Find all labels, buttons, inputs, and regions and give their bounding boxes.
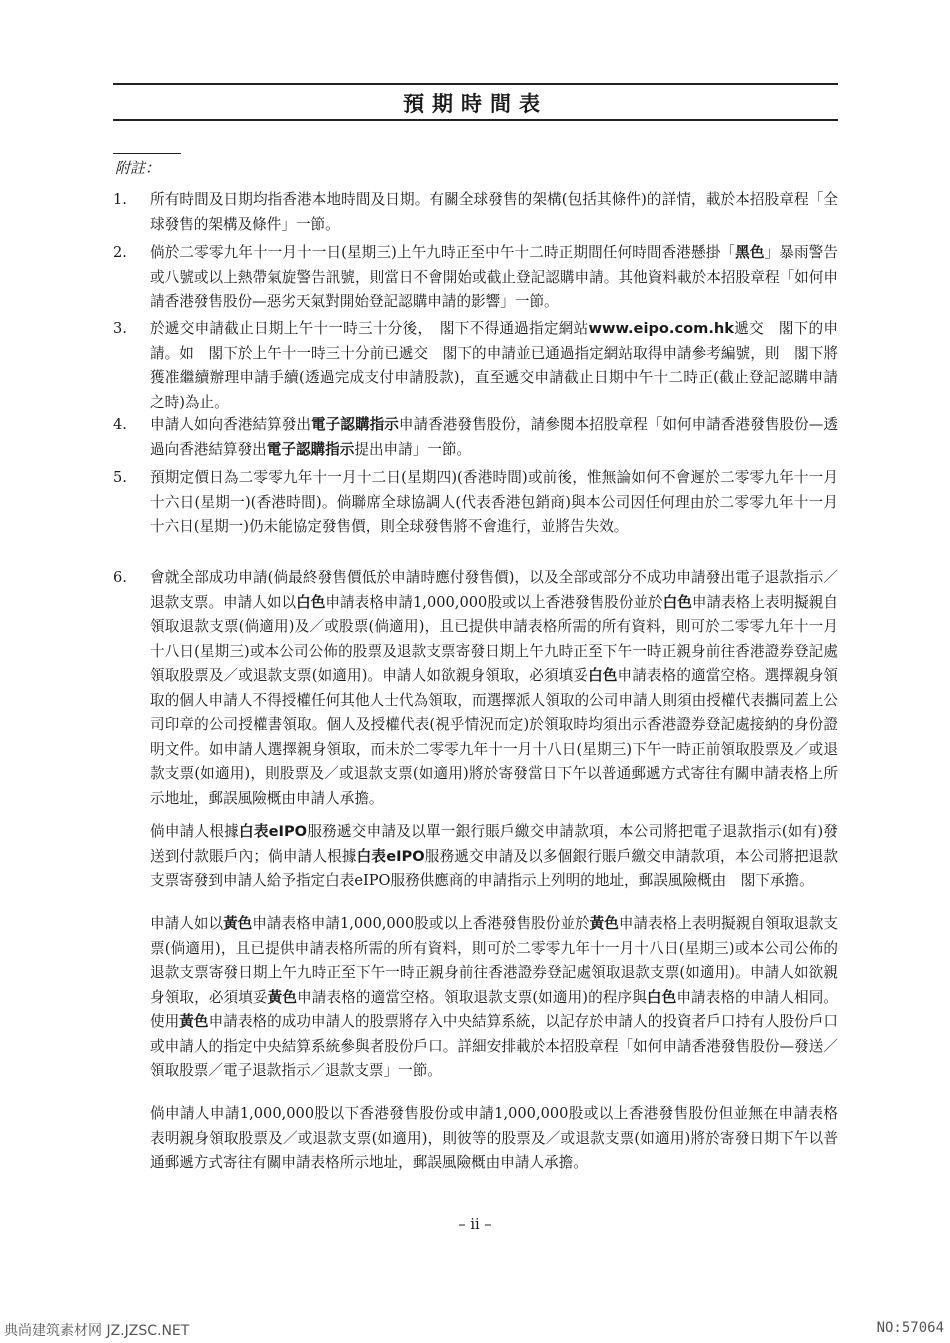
bold-term: 電子認購指示 [266, 440, 355, 458]
header-rule-top [113, 83, 838, 85]
notes-heading: 附註： [115, 159, 161, 177]
bold-term: 白表eIPO [356, 847, 425, 865]
bold-term: 黃色 [223, 915, 253, 932]
page-title: 預期時間表 [403, 92, 548, 116]
note-text: 於遞交申請截止日期上午十一時三十分後， 閣下不得通過指定網站www.eipo.com.hk遞交 閣下的申請。如 閣下於上午十一時三十分前已遞交 閣下的申請並已通過指定網站取得申請參考編號，則 閣下將獲准繼續辦理申請手續(透過完成支付申請股款)，直至遞交申請截止日期中午十二時正(截止登記認購申請之時)為止。 [150, 320, 838, 411]
watermark-left: 典尚建筑素材网 JZ.JZSC.NET [4, 1323, 190, 1339]
paragraph-yellow-form: 申請人如以黃色申請表格申請1,000,000股或以上香港發售股份並於黃色申請表格上表明擬親自領取退款支票(倘適用)，且已提供申請表格所需的所有資料，則可於二零零九年十一月十八日(星期三)或本公司公佈的退款支票寄發日期上午九時正至下午一時正親身前往香港證券登記處領取退款支票(如適用)。申請人如欲親身領取，必須填妥黃色申請表格的適當空格。領取退款支票(如適用)的程序與白色申請表格的申請人相同。使用黃色申請表格的成功申請人的股票將存入中央結算系統，以記存於申請人的投資者戶口持有人股份戶口或申請人的指定中央結算系統參與者股份戶口。詳細安排載於本招股章程「如何申請香港發售股份—發送／領取股票／電子退款指示／退款支票」一節。 [150, 915, 838, 1079]
bold-term: 黃色 [179, 1013, 209, 1030]
bold-term: 白色 [296, 593, 326, 611]
note-text: 倘於二零零九年十一月十一日(星期三)上午九時正至中午十二時正期間任何時間香港懸掛「黑色」暴雨警告或八號或以上熱帶氣旋警告訊號，則當日不會開始或截止登記認購申請。其他資料載於本招股章程「如何申請香港發售股份—惡劣天氣對開始登記認購申請的影響」一節。 [150, 244, 838, 310]
bold-term: 黃色 [589, 915, 619, 932]
website-url: www.eipo.com.hk [588, 320, 734, 337]
bold-term: 電子認購指示 [311, 416, 399, 433]
note-text: 預期定價日為二零零九年十一月十二日(星期四)(香港時間)或前後，惟無論如何不會遲於二零零九年十一月十六日(星期一)(香港時間)。倘聯席全球協調人(代表香港包銷商)與本公司因任何理由於二零零九年十一月十六日(星期一)仍未能協定發售價，則全球發售將不會進行，並將告失效。 [150, 469, 838, 535]
note-number: 2. [113, 244, 127, 261]
bold-term: 白表eIPO [238, 823, 308, 840]
bold-term: 白色 [588, 667, 618, 684]
bold-term: 白色 [662, 593, 692, 611]
note-number: 4. [113, 416, 127, 433]
page-number: – ii – [458, 1216, 492, 1233]
note-number: 5. [113, 469, 127, 486]
note-text: 申請人如向香港結算發出電子認購指示申請香港發售股份，請參閱本招股章程「如何申請香港發售股份—透過向香港結算發出電子認購指示提出申請」一節。 [150, 416, 838, 458]
paragraph-eipo: 倘申請人根據白表eIPO服務遞交申請及以單一銀行賬戶繳交申請款項，本公司將把電子退款指示(如有)發送到付款賬戶內；倘申請人根據白表eIPO服務遞交申請及以多個銀行賬戶繳交申請款項，本公司將把退款支票寄發到申請人給予指定白表eIPO服務供應商的申請指示上列明的地址，郵誤風險概由 閣下承擔。 [150, 823, 838, 889]
bold-term: 黑色 [735, 244, 765, 261]
notes-separator [113, 153, 181, 154]
bold-term: 黃色 [267, 988, 298, 1006]
note-number: 1. [113, 191, 127, 208]
header-rule-bottom [113, 119, 838, 121]
note-text: 所有時間及日期均指香港本地時間及日期。有關全球發售的架構(包括其條件)的詳情，載於本招股章程「全球發售的架構及條件」一節。 [150, 191, 838, 233]
watermark-right: NO:57064 [876, 1320, 944, 1336]
bold-term: 白色 [646, 988, 677, 1006]
paragraph-under-threshold: 倘申請人申請1,000,000股以下香港發售股份或申請1,000,000股或以上香港發售股份但並無在申請表格表明親身領取股票及／或退款支票(如適用)，則彼等的股票及／或退款支票(如適用)將於寄發日期下午以普通郵遞方式寄往有關申請表格所示地址，郵誤風險概由申請人承擔。 [150, 1105, 838, 1171]
note-text: 會就全部成功申請(倘最終發售價低於申請時應付發售價)，以及全部或部分不成功申請發出電子退款指示／退款支票。申請人如以白色申請表格申請1,000,000股或以上香港發售股份並於白色申請表格上表明擬親自領取退款支票(倘適用)及／或股票(倘適用)，且已提供申請表格所需的所有資料，則可於二零零九年十一月十八日(星期三)或本公司公佈的股票及退款支票寄發日期上午九時正至下午一時正親身前往香港證券登記處領取股票及／或退款支票(如適用)。申請人如欲親身領取，必須填妥白色申請表格的適當空格。選擇親身領取的個人申請人不得授權任何其他人士代為領取，而選擇派人領取的公司申請人則須由授權代表攜同蓋上公司印章的公司授權書領取。個人及授權代表(視乎情況而定)於領取時均須出示香港證券登記處接納的身份證明文件。如申請人選擇親身領取，而未於二零零九年十一月十八日(星期三)下午一時正前領取股票及／或退款支票(如適用)，則股票及／或退款支票(如適用)將於寄發當日下午以普通郵遞方式寄往有關申請表格上所示地址，郵誤風險概由申請人承擔。 [150, 569, 838, 807]
note-number: 3. [113, 320, 127, 337]
note-number: 6. [113, 569, 127, 586]
